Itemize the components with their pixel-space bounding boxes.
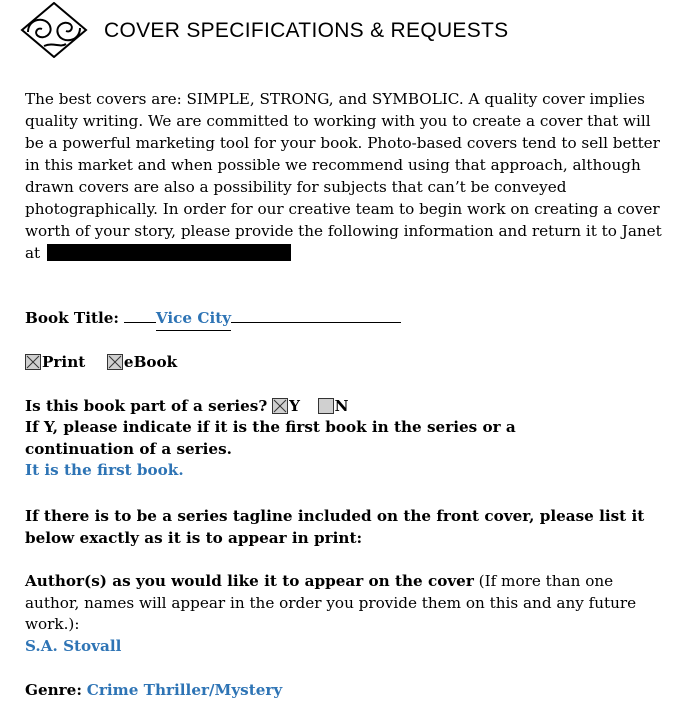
intro-text: The best covers are: SIMPLE, STRONG, and SYMBOLIC. A quality cover implies quality writing. We are committed to working with you to create a cover that will be a powerful marketing tool for your book. Photo-based covers tend to sell better in this market and when possible we recommend using that approach, although drawn covers are also a possibility for subjects that can’t be conveyed photographically. In order for our creative team to begin work on creating a cover worth of your story, please provide the following information and return it to Janet at [25,90,662,262]
series-no-label: N [334,397,349,415]
redacted-email [47,244,291,261]
book-title-value[interactable]: Vice City [156,308,231,331]
authors-question: Author(s) as you would like it to appear on the cover [25,572,474,590]
ebook-label: eBook [123,353,178,371]
book-title-label: Book Title: [25,309,120,327]
page-title: COVER SPECIFICATIONS & REQUESTS [104,19,509,42]
series-followup: If Y, please indicate if it is the first book in the series or a continuation of a series. [25,418,516,458]
print-label: Print [42,353,86,371]
ebook-checkbox[interactable] [107,354,123,370]
genre-value[interactable]: Crime Thriller/Mystery [86,681,283,699]
tagline-question: If there is to be a series tagline included on the front cover, please list it below exactly as it is to appear in print: [25,507,645,547]
series-yes-label: Y [289,397,300,415]
authors-note: (If more than one author, names will appear in the order you provide them on this and any future work.): [25,572,637,633]
intro-paragraph [25,88,665,264]
genre-label: Genre: [25,681,82,699]
series-question-row [25,396,670,418]
format-row [25,352,670,374]
document-header [20,2,680,62]
authors-answer[interactable]: S.A. Stovall [25,637,122,655]
authors-question-row [25,571,665,636]
series-no-checkbox[interactable] [318,398,334,414]
underline-right [231,308,401,323]
diamond-swirl-logo-icon [20,2,88,58]
print-checkbox[interactable] [25,354,41,370]
series-question: Is this book part of a series? [25,397,268,415]
book-title-row [25,308,670,331]
series-answer[interactable]: It is the first book. [25,461,184,479]
series-yes-checkbox[interactable] [272,398,288,414]
underline-left [124,308,156,323]
genre-row [25,680,670,702]
